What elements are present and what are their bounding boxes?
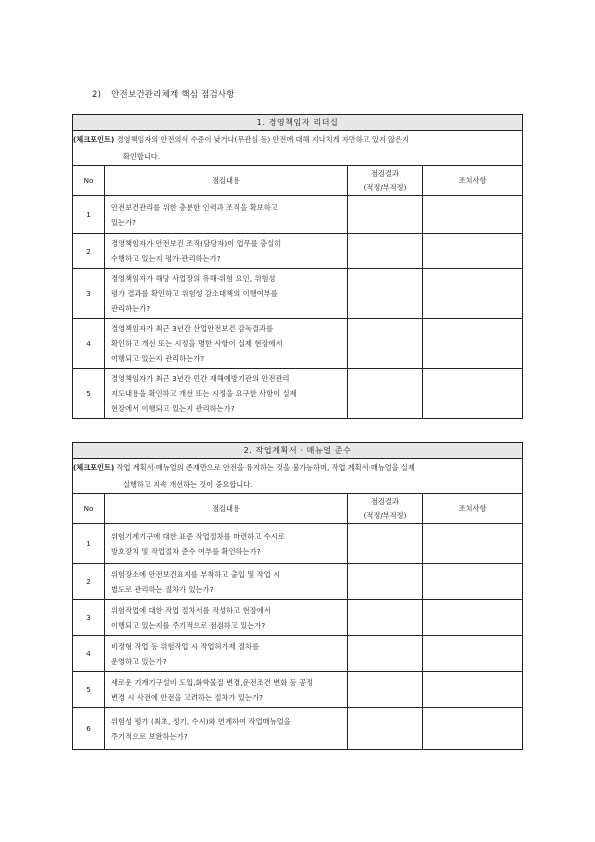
table-row <box>73 564 523 600</box>
table-row <box>73 672 523 708</box>
checklist-table-work-plan <box>72 442 523 750</box>
row-no: 4 <box>73 319 105 369</box>
table-row <box>73 600 523 636</box>
checklist-table-leadership <box>72 114 523 419</box>
row-content: 위험성 평가 (최초, 정기, 수시)와 연계하여 작업매뉴얼을 주기적으로 보완하는가? <box>105 708 348 750</box>
row-content: 새로운 기계기구설비 도입,화학물질 변경,운전조건 변화 등 공정 변경 시 사전에 안전을 고려하는 절차가 있는가? <box>105 672 348 708</box>
section-title-row <box>73 115 523 131</box>
checkpoint-line2: 실행하고 지속 개선하는 것이 중요합니다. <box>123 480 253 489</box>
table-row <box>73 708 523 750</box>
column-header-row <box>73 166 523 196</box>
action-cell[interactable] <box>423 196 523 234</box>
result-cell[interactable] <box>348 672 423 708</box>
action-cell[interactable] <box>423 269 523 319</box>
result-cell[interactable] <box>348 319 423 369</box>
action-cell[interactable] <box>423 636 523 672</box>
col-no-header: No <box>73 166 105 196</box>
col-content-header: 점검내용 <box>105 166 348 196</box>
action-cell[interactable] <box>423 319 523 369</box>
action-cell[interactable] <box>423 708 523 750</box>
col-action-header: 조치사항 <box>423 166 523 196</box>
result-cell[interactable] <box>348 369 423 419</box>
checkpoint-label: (체크포인트) <box>73 135 115 144</box>
col-content-header: 점검내용 <box>105 494 348 524</box>
row-content: 위험장소에 안전보건표지를 부착하고 출입 및 작업 시 별도로 관리하는 절차가 있는가? <box>105 564 348 600</box>
checkpoint-label: (체크포인트) <box>73 463 115 472</box>
row-no: 6 <box>73 708 105 750</box>
result-cell[interactable] <box>348 196 423 234</box>
result-cell[interactable] <box>348 564 423 600</box>
row-no: 2 <box>73 234 105 269</box>
action-cell[interactable] <box>423 564 523 600</box>
heading-text: 안전보건관리체계 핵심 점검사항 <box>111 90 235 100</box>
action-cell[interactable] <box>423 600 523 636</box>
result-cell[interactable] <box>348 636 423 672</box>
action-cell[interactable] <box>423 369 523 419</box>
column-header-row <box>73 494 523 524</box>
heading-number: 2) <box>92 90 102 100</box>
row-content: 경영책임자가 해당 사업장의 유해·위험 요인, 위험성 평가 결과를 확인하고 위험성 감소대책의 이행여부를 관리하는가? <box>105 269 348 319</box>
col-result-header: 점검결과 (적정/부적정) <box>348 166 423 196</box>
result-cell[interactable] <box>348 524 423 564</box>
row-no: 3 <box>73 269 105 319</box>
table-row <box>73 369 523 419</box>
action-cell[interactable] <box>423 524 523 564</box>
action-cell[interactable] <box>423 234 523 269</box>
result-cell[interactable] <box>348 269 423 319</box>
table-row <box>73 319 523 369</box>
result-cell[interactable] <box>348 708 423 750</box>
col-action-header: 조치사항 <box>423 494 523 524</box>
table-row <box>73 524 523 564</box>
checkpoint-line1: 작업 계획서·매뉴얼의 존재만으로 안전을 유지하는 것을 불가능하며, 작업 계획서·매뉴얼을 실제 <box>116 463 415 472</box>
row-content: 안전보건관리를 위한 충분한 인력과 조직을 확보하고 있는가? <box>105 196 348 234</box>
row-no: 5 <box>73 672 105 708</box>
checkpoint-line1: 경영책임자의 안전의식 수준이 낮거나(무관심 등) 안전에 대해 지나치게 자만하고 있지 않은지 <box>116 135 409 144</box>
result-cell[interactable] <box>348 600 423 636</box>
row-content: 경영책임자가 최근 3년간 민간 재해예방기관의 안전관리 지도내용을 확인하고 개선 또는 시정을 요구한 사항이 실제 현장에서 이행되고 있는지 관리하는가? <box>105 369 348 419</box>
row-content: 비정형 작업 등 위험작업 시 작업허가제 절차를 운영하고 있는가? <box>105 636 348 672</box>
section-title-row <box>73 443 523 459</box>
checkpoint-text <box>73 131 523 166</box>
action-cell[interactable] <box>423 672 523 708</box>
row-content: 경영책임자가 안전보건 조직(담당자)이 업무를 충실히 수행하고 있는지 평가·관리하는가? <box>105 234 348 269</box>
row-no: 5 <box>73 369 105 419</box>
table-row <box>73 196 523 234</box>
row-content: 위험작업에 대한 작업 절차서를 작성하고 현장에서 이행되고 있는지를 주기적으로 점검하고 있는가? <box>105 600 348 636</box>
row-no: 2 <box>73 564 105 600</box>
col-no-header: No <box>73 494 105 524</box>
section-title: 1. 경영책임자 리더십 <box>73 115 523 131</box>
row-content: 위험기계기구에 대한 표준 작업절차를 마련하고 수시로 방호장치 및 작업절차 준수 여부를 확인하는가? <box>105 524 348 564</box>
checkpoint-row <box>73 131 523 166</box>
col-result-header: 점검결과 (적정/부적정) <box>348 494 423 524</box>
table-row <box>73 234 523 269</box>
table-row <box>73 636 523 672</box>
row-no: 1 <box>73 524 105 564</box>
table-row <box>73 269 523 319</box>
section-heading <box>92 88 235 100</box>
row-no: 3 <box>73 600 105 636</box>
result-cell[interactable] <box>348 234 423 269</box>
checkpoint-line2: 확인합니다. <box>123 152 161 161</box>
checkpoint-row <box>73 459 523 494</box>
row-no: 1 <box>73 196 105 234</box>
section-title: 2. 작업계획서 · 매뉴얼 준수 <box>73 443 523 459</box>
row-no: 4 <box>73 636 105 672</box>
checkpoint-text <box>73 459 523 494</box>
row-content: 경영책임자가 최근 3년간 산업안전보건 감독결과를 확인하고 개선 또는 시정을 명한 사항이 실제 현장에서 이행되고 있는지 관리하는가? <box>105 319 348 369</box>
